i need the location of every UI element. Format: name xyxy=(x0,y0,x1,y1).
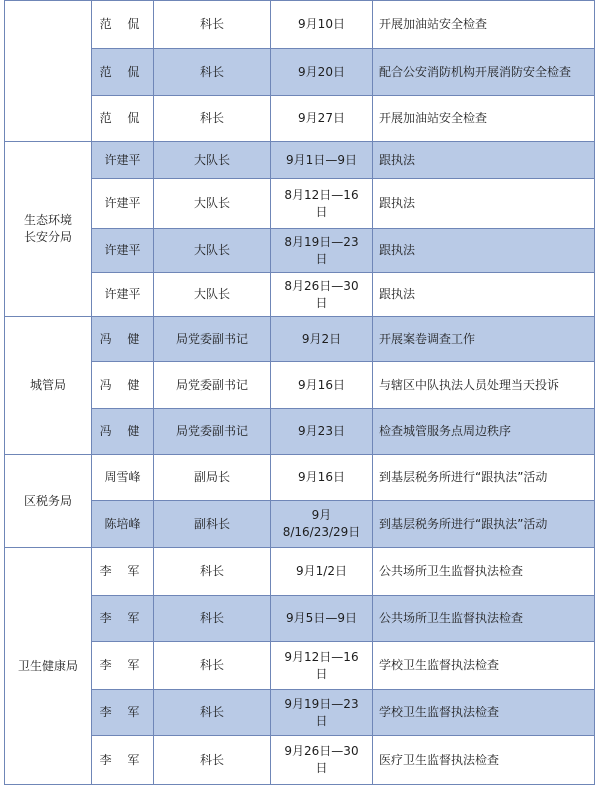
task-cell: 医疗卫生监督执法检查 xyxy=(373,736,595,785)
date-cell xyxy=(271,96,373,142)
position-title-cell: 大队长 xyxy=(154,273,271,317)
task-cell: 跟执法 xyxy=(373,142,595,179)
table-row xyxy=(5,690,595,736)
date-line: 9月16日 xyxy=(298,470,345,484)
task-cell: 与辖区中队执法人员处理当天投诉 xyxy=(373,362,595,409)
official-name-cell: 陈培峰 xyxy=(92,501,154,548)
date-cell xyxy=(271,49,373,96)
position-title-cell: 科长 xyxy=(154,736,271,785)
official-name-cell: 冯 健 xyxy=(92,317,154,362)
task-cell: 跟执法 xyxy=(373,229,595,273)
date-cell xyxy=(271,1,373,49)
table-row xyxy=(5,317,595,362)
official-name-cell: 李 军 xyxy=(92,690,154,736)
position-title-cell: 科长 xyxy=(154,642,271,690)
official-name-cell: 李 军 xyxy=(92,642,154,690)
official-name-cell: 许建平 xyxy=(92,179,154,229)
date-cell xyxy=(271,142,373,179)
table-row xyxy=(5,1,595,49)
table-row xyxy=(5,409,595,455)
table-body xyxy=(5,1,595,785)
position-title-cell: 大队长 xyxy=(154,229,271,273)
date-cell xyxy=(271,455,373,501)
official-name-cell: 许建平 xyxy=(92,273,154,317)
official-name-cell: 冯 健 xyxy=(92,409,154,455)
official-name-cell: 范 侃 xyxy=(92,49,154,96)
position-title-cell: 大队长 xyxy=(154,179,271,229)
task-cell: 开展加油站安全检查 xyxy=(373,96,595,142)
date-line: 9月12日—16 xyxy=(284,649,359,664)
date-line: 9月 xyxy=(311,508,332,522)
task-cell: 公共场所卫生监督执法检查 xyxy=(373,596,595,642)
date-line: 8月19日—23 xyxy=(284,234,359,249)
task-cell: 公共场所卫生监督执法检查 xyxy=(373,548,595,596)
official-name-cell: 范 侃 xyxy=(92,1,154,49)
table-row xyxy=(5,179,595,229)
task-cell: 跟执法 xyxy=(373,273,595,317)
date-line: 日 xyxy=(315,761,328,775)
position-title-cell: 副科长 xyxy=(154,501,271,548)
table-row xyxy=(5,596,595,642)
date-line: 9月23日 xyxy=(298,424,345,438)
table-row xyxy=(5,229,595,273)
official-name-cell: 许建平 xyxy=(92,142,154,179)
task-cell: 跟执法 xyxy=(373,179,595,229)
task-cell: 到基层税务所进行“跟执法”活动 xyxy=(373,455,595,501)
date-line: 9月1日—9日 xyxy=(286,152,357,167)
department-cell: 生态环境 长安分局 xyxy=(5,142,92,317)
date-cell xyxy=(271,317,373,362)
date-line: 日 xyxy=(315,204,328,219)
table-row xyxy=(5,362,595,409)
official-name-cell: 李 军 xyxy=(92,736,154,785)
date-cell xyxy=(271,229,373,273)
position-title-cell: 科长 xyxy=(154,690,271,736)
date-line: 9月5日—9日 xyxy=(286,611,357,625)
department-cell: 区税务局 xyxy=(5,455,92,548)
task-cell: 学校卫生监督执法检查 xyxy=(373,690,595,736)
date-line: 9月19日—23 xyxy=(284,696,359,711)
date-cell xyxy=(271,501,373,548)
official-name-cell: 李 军 xyxy=(92,596,154,642)
task-cell: 开展加油站安全检查 xyxy=(373,1,595,49)
position-title-cell: 科长 xyxy=(154,96,271,142)
date-cell xyxy=(271,736,373,785)
table-row xyxy=(5,501,595,548)
date-line: 9月1/2日 xyxy=(296,564,347,578)
date-line: 9月2日 xyxy=(301,331,342,346)
official-name-cell: 许建平 xyxy=(92,229,154,273)
official-name-cell: 周雪峰 xyxy=(92,455,154,501)
table-row xyxy=(5,736,595,785)
date-line: 9月27日 xyxy=(298,111,345,125)
date-line: 9月16日 xyxy=(298,377,345,392)
position-title-cell: 科长 xyxy=(154,596,271,642)
department-cell: 卫生健康局 xyxy=(5,548,92,785)
enforcement-schedule-table xyxy=(4,0,595,785)
table-row xyxy=(5,96,595,142)
date-cell xyxy=(271,642,373,690)
date-line: 8月12日—16 xyxy=(284,187,359,202)
date-cell xyxy=(271,548,373,596)
task-cell: 学校卫生监督执法检查 xyxy=(373,642,595,690)
table-row xyxy=(5,49,595,96)
date-line: 8/16/23/29日 xyxy=(282,525,361,539)
position-title-cell: 科长 xyxy=(154,49,271,96)
date-cell xyxy=(271,179,373,229)
date-line: 9月10日 xyxy=(298,17,345,31)
date-cell xyxy=(271,362,373,409)
position-title-cell: 局党委副书记 xyxy=(154,362,271,409)
position-title-cell: 局党委副书记 xyxy=(154,317,271,362)
date-cell xyxy=(271,409,373,455)
date-cell xyxy=(271,273,373,317)
position-title-cell: 副局长 xyxy=(154,455,271,501)
position-title-cell: 局党委副书记 xyxy=(154,409,271,455)
task-cell: 开展案卷调查工作 xyxy=(373,317,595,362)
table-row xyxy=(5,642,595,690)
table-row xyxy=(5,273,595,317)
department-cell xyxy=(5,1,92,142)
official-name-cell: 范 侃 xyxy=(92,96,154,142)
table-row xyxy=(5,455,595,501)
table-row xyxy=(5,548,595,596)
date-line: 8月26日—30 xyxy=(284,278,359,293)
department-cell: 城管局 xyxy=(5,317,92,455)
official-name-cell: 冯 健 xyxy=(92,362,154,409)
date-line: 日 xyxy=(315,295,328,310)
task-cell: 到基层税务所进行“跟执法”活动 xyxy=(373,501,595,548)
date-cell xyxy=(271,596,373,642)
date-line: 日 xyxy=(315,666,328,681)
date-line: 9月20日 xyxy=(298,64,345,79)
position-title-cell: 科长 xyxy=(154,1,271,49)
position-title-cell: 科长 xyxy=(154,548,271,596)
official-name-cell: 李 军 xyxy=(92,548,154,596)
table-row xyxy=(5,142,595,179)
date-line: 日 xyxy=(315,251,328,266)
date-line: 9月26日—30 xyxy=(284,744,359,758)
task-cell: 配合公安消防机构开展消防安全检查 xyxy=(373,49,595,96)
date-cell xyxy=(271,690,373,736)
date-line: 日 xyxy=(315,713,328,728)
position-title-cell: 大队长 xyxy=(154,142,271,179)
task-cell: 检查城管服务点周边秩序 xyxy=(373,409,595,455)
